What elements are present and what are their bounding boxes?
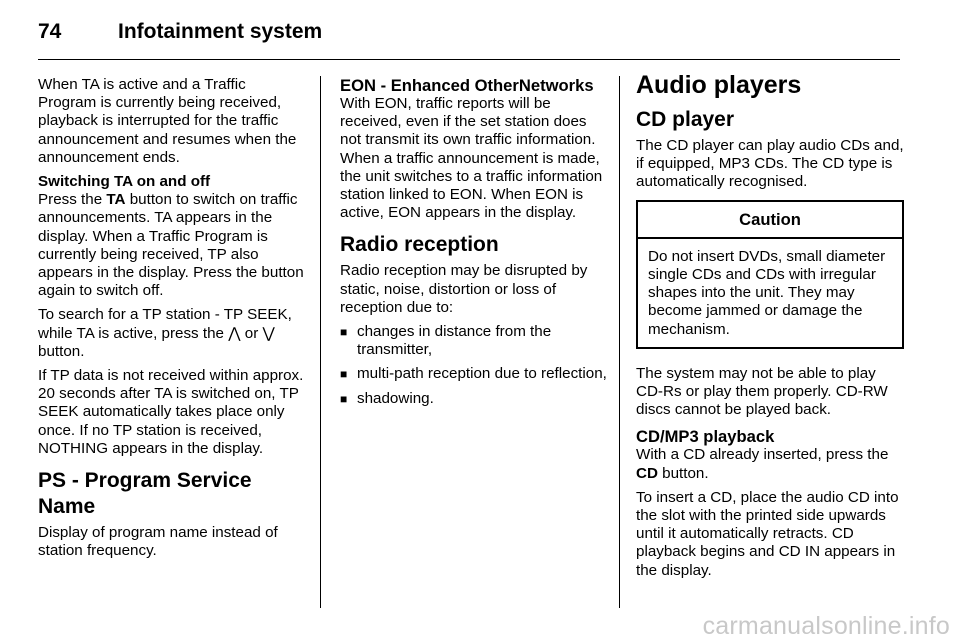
tp-seek-paragraph (38, 306, 306, 361)
cd-mp3-playback-heading: CD/MP3 playback (636, 427, 775, 447)
header-divider (38, 59, 900, 60)
text-run: Press the (38, 191, 107, 209)
cd-button-paragraph (636, 446, 904, 482)
text-run: To search for a TP station - TP SEEK, while TA is active, press the (38, 306, 292, 342)
radio-reception-paragraph: Radio reception may be disrupted by static, noise, distortion or loss of reception due to: (340, 262, 588, 316)
list-item (340, 323, 608, 359)
cd-player-paragraph: The CD player can play audio CDs and, if equipped, MP3 CDs. The CD type is automatically recognised. (636, 137, 904, 191)
cd-rw-paragraph: The system may not be able to play CD-Rs or play them properly. CD-RW discs cannot be played back. (636, 364, 888, 419)
text-run: button. (38, 342, 85, 360)
list-item-text: multi-path reception due to reflection, (357, 365, 607, 383)
page-number: 74 (38, 20, 62, 43)
switching-ta-paragraph (38, 191, 306, 300)
watermark: carmanualsonline.info (702, 612, 950, 640)
caution-text: Do not insert DVDs, small diameter single CDs and CDs with irregular shapes into the unit. They may become jammed or damage the mechanism. (648, 247, 886, 338)
text-run: or (240, 324, 263, 342)
eon-heading: EON - Enhanced OtherNetworks (340, 76, 594, 95)
column-divider-1 (320, 76, 321, 608)
text-run: With a CD already inserted, press the (636, 446, 889, 464)
list-item-text: shadowing. (357, 389, 434, 407)
text-run: button to switch on traffic announcements. TA appears in the display. When a Traffic Program is currently being received, TP also appears in the display. Press the button again to switch off. (38, 191, 304, 300)
radio-reception-heading: Radio reception (340, 233, 499, 257)
down-arrow-icon: ⋁ (262, 324, 275, 342)
up-arrow-icon: ⋀ (228, 324, 241, 342)
text-run: button. (657, 464, 709, 482)
cd-key-label: CD (636, 464, 658, 482)
switching-ta-heading: Switching TA on and off (38, 173, 211, 191)
insert-cd-paragraph: To insert a CD, place the audio CD into the slot with the printed side upwards until it automatically retracts. CD playback begins and CD IN appears in the display. (636, 488, 899, 579)
eon-paragraph: With EON, traffic reports will be received, even if the set station does not transmit its own traffic information. When a traffic announcement is made, the unit switches to a traffic information station linked to EON. When EON is active, EON appears in the display. (340, 95, 603, 222)
ps-paragraph: Display of program name instead of station frequency. (38, 524, 278, 560)
list-item-text: changes in distance from the transmitter, (357, 323, 552, 359)
cd-player-heading: CD player (636, 108, 735, 131)
column-middle (340, 76, 608, 414)
caution-box (636, 200, 904, 349)
audio-players-heading: Audio players (636, 71, 802, 99)
bullet-icon: ■ (340, 367, 348, 382)
column-left (38, 76, 306, 566)
ps-heading: PS - Program Service Name (38, 469, 252, 519)
ta-key-label: TA (106, 191, 126, 209)
bullet-icon: ■ (340, 325, 348, 340)
list-item (340, 390, 608, 408)
ta-active-paragraph: When TA is active and a Traffic Program is currently being received, playback is interrupted for the traffic announcement and resumes when the announcement ends. (38, 76, 297, 166)
reception-causes-list (340, 323, 608, 408)
caution-title: Caution (638, 202, 902, 239)
tp-data-paragraph: If TP data is not received within approx. 20 seconds after TA is switched on, TP SEEK automatically takes place only once. If no TP station is received, NOTHING appears in the display. (38, 367, 304, 457)
column-divider-2 (619, 76, 620, 608)
column-right (636, 71, 904, 586)
list-item (340, 365, 608, 383)
page-title: Infotainment system (118, 20, 323, 43)
bullet-icon: ■ (340, 391, 348, 406)
